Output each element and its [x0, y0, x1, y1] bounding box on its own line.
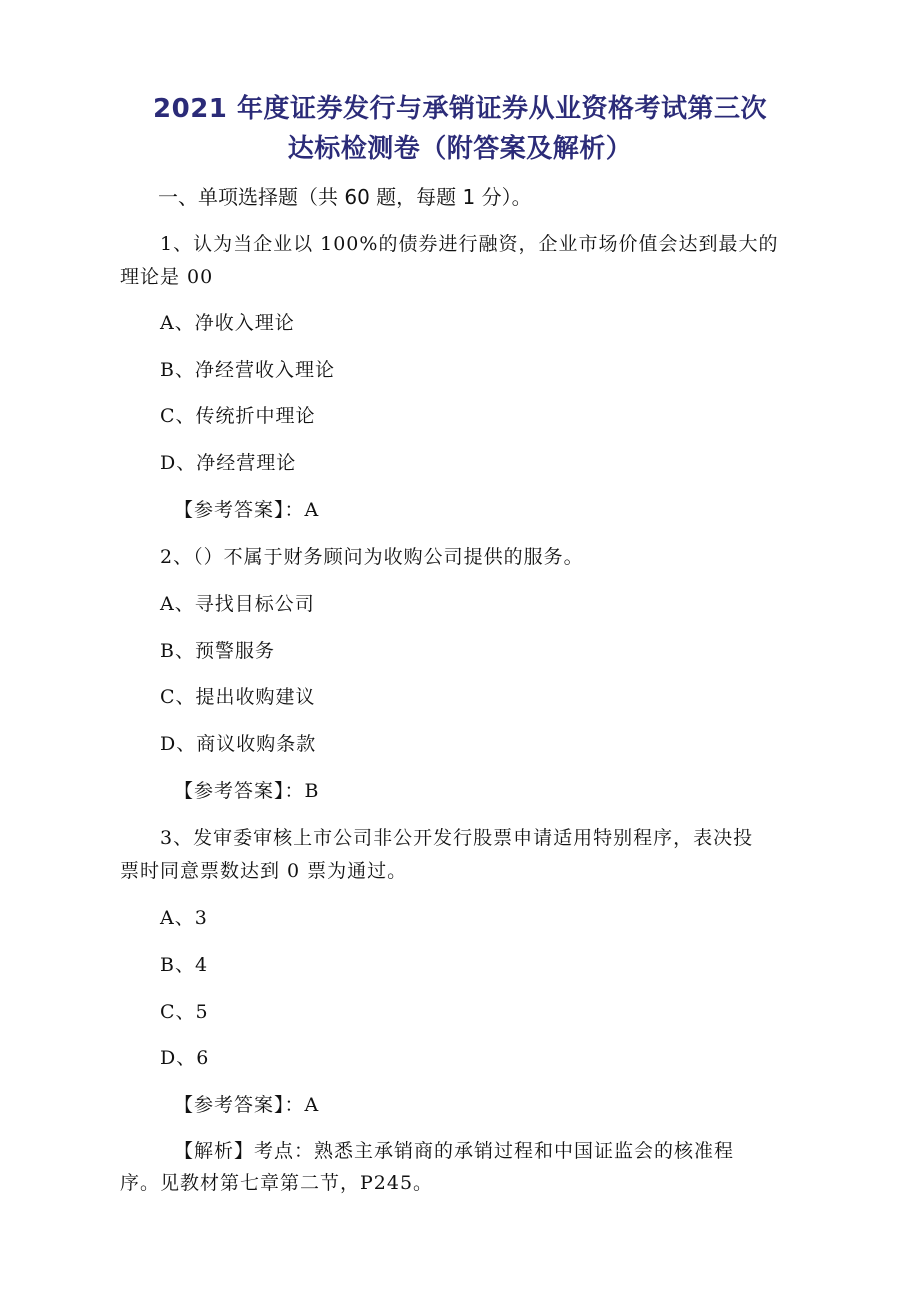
question-1-option-d: D、净经营理论	[160, 452, 297, 474]
question-2-answer: 【参考答案】：B	[174, 780, 320, 802]
question-1-answer: 【参考答案】：A	[174, 499, 320, 521]
question-1-option-c: C、传统折中理论	[160, 405, 316, 427]
question-3-option-d: D、6	[160, 1047, 210, 1069]
question-3-stem-line-1: 3、发审委审核上市公司非公开发行股票申请适用特别程序，表决投	[160, 827, 754, 849]
question-3-analysis-line-1: 【解析】考点：熟悉主承销商的承销过程和中国证监会的核准程	[174, 1140, 735, 1162]
question-2-option-b: B、预警服务	[160, 640, 275, 662]
question-3-analysis-line-2: 序。见教材第七章第二节，P245。	[120, 1172, 434, 1194]
question-3-option-b: B、4	[160, 954, 209, 976]
document-title-line-2: 达标检测卷（附答案及解析）	[287, 134, 633, 164]
document-title-line-1: 2021 年度证券发行与承销证券从业资格考试第三次	[153, 94, 767, 124]
question-2-option-a: A、寻找目标公司	[160, 593, 315, 615]
question-2-option-c: C、提出收购建议	[160, 686, 316, 708]
question-3-option-a: A、3	[160, 907, 208, 929]
question-1-stem-line-2: 理论是 00	[120, 266, 214, 288]
question-2-stem: 2、（）不属于财务顾问为收购公司提供的服务。	[160, 546, 584, 568]
section-heading: 一、单项选择题（共 60 题，每题 1 分）。	[158, 185, 532, 209]
question-1-option-a: A、净收入理论	[160, 312, 295, 334]
question-1-stem-line-1: 1、认为当企业以 100%的债券进行融资，企业市场价值会达到最大的	[160, 233, 779, 255]
question-3-stem-line-2: 票时同意票数达到 0 票为通过。	[120, 860, 408, 882]
question-3-option-c: C、5	[160, 1001, 209, 1023]
question-2-option-d: D、商议收购条款	[160, 733, 317, 755]
question-1-option-b: B、净经营收入理论	[160, 359, 335, 381]
question-3-answer: 【参考答案】：A	[174, 1094, 320, 1116]
